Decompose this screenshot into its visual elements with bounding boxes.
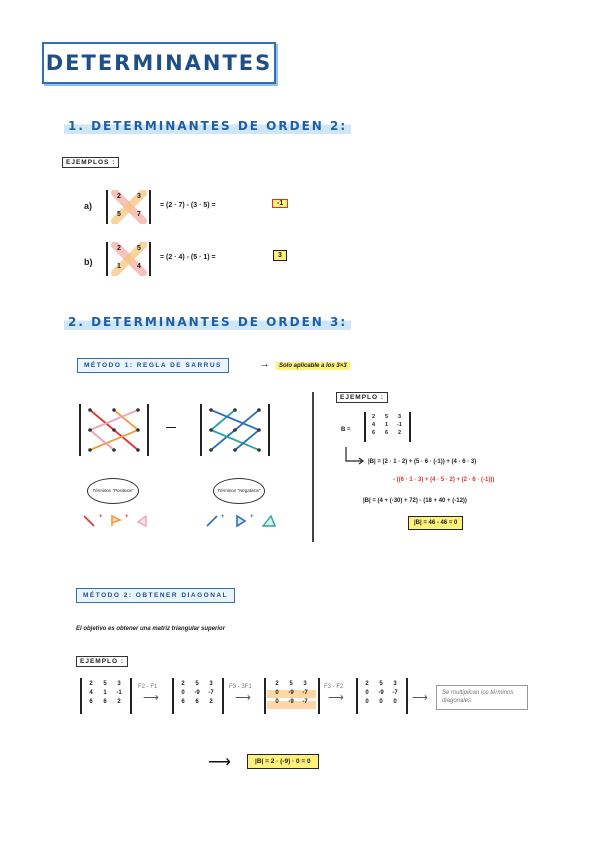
b-m11: 2 [117, 245, 121, 252]
minus-sign: — [166, 422, 176, 433]
sarrus-line-2: - ((6 · 1 · 3) + (4 · 5 · 2) + (2 · 6 · (-1))) [393, 477, 495, 483]
a-m11: 2 [117, 193, 121, 200]
method1-note: Solo aplicable a los 3×3 [276, 362, 350, 370]
example-a-label: a) [84, 201, 93, 211]
sarrus-positive-diagram [84, 404, 144, 456]
examples-tag: EJEMPLOS : [62, 157, 119, 168]
example-b-expr: = (2 · 4) - (5 · 1) = [160, 254, 216, 261]
cross-diagonals-a [110, 190, 148, 224]
arrow-1-icon: ⟶ [143, 692, 159, 704]
m2-matrix-2: 2 5 3 0 -9 -7 6 6 2 [181, 681, 214, 705]
sarrus-negative-diagram [205, 404, 265, 456]
page-title: DETERMINANTES [45, 51, 273, 75]
method1-label: MÉTODO 1: REGLA DE SARRUS [77, 358, 229, 373]
b-m22: 4 [137, 263, 141, 270]
cross-diagonals-b [110, 242, 148, 276]
example-b-result: 3 [273, 250, 287, 261]
m2-matrix-1: 2 5 3 4 1 -1 6 6 2 [89, 681, 122, 705]
b-m12: 5 [137, 245, 141, 252]
negative-terms-oval: Términos "Negativos" [213, 478, 265, 504]
a-m21: 5 [117, 211, 121, 218]
diagonal-note: Se multiplican los términos diagonales [436, 685, 528, 710]
sarrus-result: |B| = 46 - 46 = 0 [408, 516, 463, 530]
title-box [42, 42, 276, 84]
method2-label: MÉTODO 2: OBTENER DIAGONAL [76, 588, 235, 603]
arrow-3-icon: ⟶ [328, 692, 344, 704]
b-label: B = [341, 427, 351, 433]
example-b-label: b) [84, 257, 93, 267]
example-tag-2: EJEMPLO : [76, 656, 128, 667]
m2-matrix-4: 2 5 3 0 -9 -7 0 0 0 [365, 681, 398, 705]
arrow-2-icon: ⟶ [235, 692, 251, 704]
negative-shapes-icon [205, 513, 277, 529]
plus-4: + [250, 514, 254, 520]
plus-3: + [221, 514, 225, 520]
positive-terms-oval: Términos "Positivos" [87, 478, 139, 504]
example-matrix-b: 2 5 3 4 1 -1 6 6 2 [371, 414, 402, 436]
final-arrow-icon: ⟶ [208, 754, 231, 771]
op-1: F2 - F1 [138, 684, 158, 690]
section2-heading: 2. DETERMINANTES DE ORDEN 3: [64, 314, 351, 330]
section1-heading: 1. DETERMINANTES DE ORDEN 2: [64, 118, 351, 134]
method2-desc: El objetivo es obtener una matriz triangular superior [76, 626, 226, 632]
op-3: F3 - F2 [324, 684, 344, 690]
arrow-right-icon: → [259, 358, 270, 370]
example-a-result: -1 [272, 199, 288, 208]
example-a-expr: = (2 · 7) - (3 · 5) = [160, 202, 216, 209]
final-result: |B| = 2 · (-9) · 0 = 0 [247, 754, 319, 769]
a-m12: 3 [137, 193, 141, 200]
plus-1: + [99, 514, 103, 520]
example-tag-1: EJEMPLO : [336, 392, 388, 403]
positive-shapes-icon [82, 513, 152, 529]
op-2: F3 - 3F1 [229, 684, 252, 690]
m2-matrix-3: 2 5 3 0 -9 -7 0 -9 -7 [275, 681, 308, 705]
vertical-divider [312, 392, 314, 542]
a-m22: 7 [137, 211, 141, 218]
b-m21: 1 [117, 263, 121, 270]
arrow-4-icon: ⟶ [412, 692, 428, 704]
sarrus-line-3: |B| = (4 + (-30) + 72) - (18 + 40 + (-12)) [363, 498, 467, 504]
plus-2: + [125, 514, 129, 520]
sarrus-line-1: |B| = (2 · 1 · 2) + (5 · 6 · (-1)) + (4 · 6 · 3) [368, 459, 477, 465]
hook-arrow-icon [344, 446, 366, 466]
